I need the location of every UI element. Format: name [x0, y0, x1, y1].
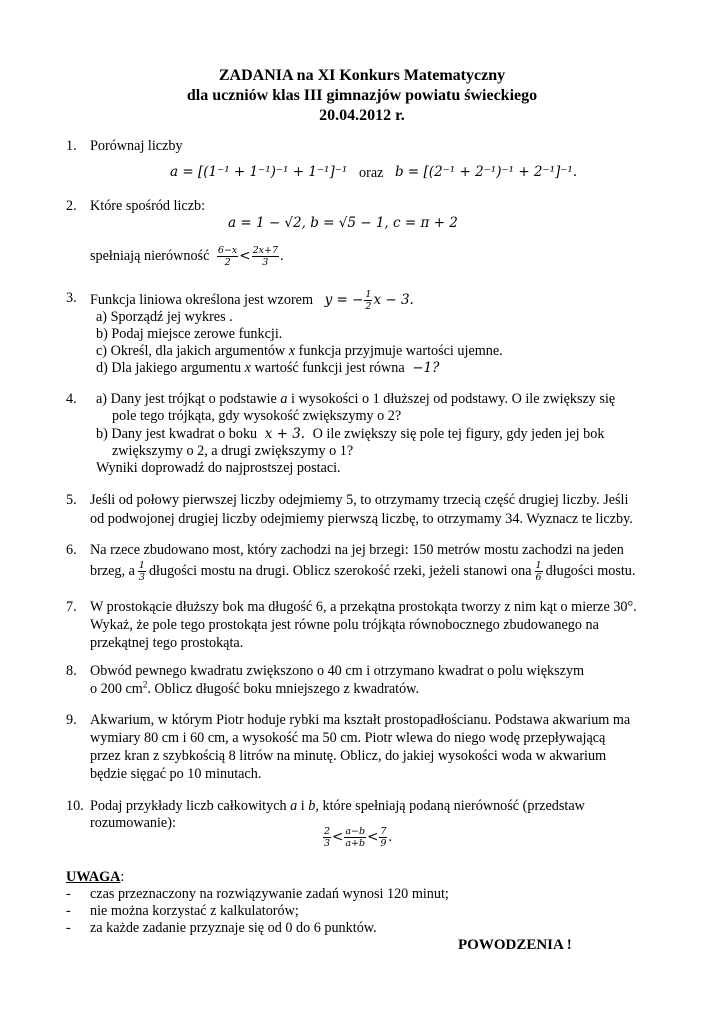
task-line-2: Wykaż, że pole tego prostokąta jest równe polu trójkąta równobocznego zbudowanego na — [90, 617, 599, 633]
task-line-1: Na rzece zbudowano most, który zachodzi na jej brzegi: 150 metrów mostu zachodzi na jeden — [90, 542, 624, 558]
task-number: 3. — [66, 290, 77, 306]
task-number: 9. — [66, 712, 77, 728]
item-a-line-2: pole tego trójkąta, gdy wysokość zwiększymy o 2? — [112, 408, 402, 424]
formula-connector: oraz — [359, 165, 384, 181]
line-2-pre: o 200 cm — [90, 681, 143, 697]
numerator: 7 — [380, 826, 387, 837]
line-1-and: i — [300, 798, 305, 814]
denominator: 2 — [224, 257, 231, 268]
denominator: 3 — [138, 572, 145, 583]
item-b-post: O ile zwiększy się pole tej figury, gdy jeden jej bok — [312, 426, 605, 442]
denominator: 3 — [324, 838, 331, 849]
line-1-post: , które spełniają podaną nierówność (przedstaw — [315, 798, 585, 814]
item-a-post: i wysokości o 1 dłuższej od podstawy. O ile zwiększy się — [291, 391, 616, 407]
task-line-1: W prostokącie dłuższy bok ma długość 6, a przekątna prostokąta tworzy z nim kąt o mierze 30°. — [90, 599, 637, 615]
item-b-math: x + 3. — [264, 426, 306, 442]
task-number: 2. — [66, 198, 77, 214]
var-b: b — [308, 798, 316, 814]
condition-text: spełniają nierówność — [90, 247, 210, 264]
fraction — [379, 826, 387, 849]
note-item: nie można korzystać z kalkulatorów; — [90, 903, 299, 919]
numerator: 2 — [324, 826, 331, 837]
fraction — [344, 826, 366, 849]
line-2-post: . Oblicz długość boku mniejszego z kwadratów. — [147, 681, 420, 697]
task-text: Które spośród liczb: — [90, 198, 206, 214]
denominator: a+b — [345, 838, 366, 849]
numerator: 6−x — [217, 245, 238, 256]
note-bullet: - — [66, 886, 71, 902]
formula-a: a = [(1⁻¹ + 1⁻¹)⁻¹ + 1⁻¹]⁻¹ — [170, 164, 348, 180]
title-line-2: dla uczniów klas III gimnazjów powiatu świeckiego — [186, 87, 538, 104]
task-line-1: Akwarium, w którym Piotr hoduje rybki ma kształt prostopadłościanu. Podstawa akwarium ma — [90, 712, 631, 728]
item-a-var: a — [280, 391, 288, 407]
item-d-value: −1? — [412, 360, 440, 376]
task-note: Wyniki doprowadź do najprostszej postaci. — [96, 460, 341, 476]
item-d-text: d) Dla jakiego argumentu — [96, 360, 242, 376]
task-line-3: przekątnej tego prostokąta. — [90, 635, 244, 651]
note-item: za każde zadanie przyznaje się od 0 do 6 punktów. — [90, 920, 377, 936]
var-a: a — [290, 798, 298, 814]
item-a: a) Sporządź jej wykres . — [96, 309, 233, 325]
denominator: 2 — [365, 301, 372, 312]
fraction — [252, 245, 279, 268]
title-line-1: ZADANIA na XI Konkurs Matematyczny — [218, 67, 506, 84]
task-line-2 — [90, 680, 419, 699]
task-line-2: rozumowanie): — [90, 815, 176, 831]
note-item: czas przeznaczony na rozwiązywanie zadań wynosi 120 minut; — [90, 886, 449, 902]
task-line-3: przez kran z szybkością 8 litrów na minutę. Oblicz, do jakiej wysokości woda w akwarium — [90, 748, 607, 764]
formula: a = 1 − √2, b = √5 − 1, c = π + 2 — [228, 215, 458, 231]
item-c-text: c) Określ, dla jakich argumentów — [96, 343, 286, 359]
task-number: 5. — [66, 492, 77, 508]
task-number: 6. — [66, 542, 77, 558]
fraction — [217, 245, 238, 268]
task-number: 7. — [66, 599, 77, 615]
task-line-4: będzie sięgać po 10 minutach. — [90, 766, 262, 782]
item-b-pre: b) Dany jest kwadrat o boku — [96, 426, 258, 442]
item-d — [96, 359, 439, 378]
fraction — [138, 560, 146, 583]
denominator: 3 — [262, 257, 269, 268]
denominator: 9 — [380, 838, 387, 849]
notes-heading-text: UWAGA — [66, 869, 121, 885]
condition: spełniają nierówność $\frac{6-x}{2}$ < $\frac{2x+7}{3}$ . — [90, 245, 284, 268]
superscript: 2 — [142, 679, 148, 690]
line-2-mid: długości mostu na drugi. Oblicz szerokość rzeki, jeżeli stanowi ona — [148, 562, 532, 579]
formula-pre: y = − — [324, 291, 364, 308]
line-1-pre: Podaj przykłady liczb całkowitych — [90, 798, 287, 814]
numerator: 2x+7 — [252, 245, 279, 256]
formula-post: x − 3. — [373, 291, 414, 308]
task-line-1: Obwód pewnego kwadratu zwiększono o 40 cm i otrzymano kwadrat o polu większym — [90, 663, 585, 679]
item-c-var: x — [288, 343, 296, 359]
numerator: 1 — [365, 289, 372, 300]
notes-heading-colon: : — [120, 869, 125, 885]
fraction — [364, 289, 372, 312]
task-number: 1. — [66, 138, 77, 154]
note-bullet: - — [66, 903, 71, 919]
task-line-1: Jeśli od połowy pierwszej liczby odejmiemy 5, to otrzymamy trzecią część drugiej liczby. Jeśli — [90, 492, 629, 508]
title-line-3: 20.04.2012 r. — [319, 107, 405, 124]
fraction — [323, 826, 331, 849]
item-a-pre: a) Dany jest trójkąt o podstawie — [96, 391, 277, 407]
task-text: Porównaj liczby — [90, 138, 183, 154]
denominator: 6 — [535, 572, 542, 583]
task-number: 10. — [66, 798, 84, 814]
task-line-2: od podwojonej drugiej liczby odejmiemy pierwszą liczbę, to otrzymamy 34. Wyznacz te liczby. — [90, 511, 633, 527]
note-bullet: - — [66, 920, 71, 936]
task-number: 8. — [66, 663, 77, 679]
item-d-var: x — [244, 360, 251, 376]
numerator: 1 — [535, 560, 542, 571]
item-b: b) Podaj miejsce zerowe funkcji. — [96, 326, 283, 342]
line-2-post: długości mostu. — [545, 562, 636, 579]
task-text-body: Funkcja liniowa określona jest wzorem — [90, 291, 314, 308]
fraction — [535, 560, 543, 583]
task-number: 4. — [66, 391, 77, 407]
item-c-rest: funkcja przyjmuje wartości ujemne. — [298, 343, 503, 359]
item-d-rest: wartość funkcji jest równa — [254, 360, 405, 376]
formula-b: b = [(2⁻¹ + 2⁻¹)⁻¹ + 2⁻¹]⁻¹. — [395, 164, 578, 180]
task-line-2: wymiary 80 cm i 60 cm, a wysokość ma 50 cm. Piotr wlewa do niego wodę przepływającą — [90, 730, 606, 746]
numerator: a−b — [345, 826, 366, 837]
numerator: 1 — [138, 560, 145, 571]
inequality: $\frac{2}{3}$ < $\frac{a-b}{a+b}$ < $\frac{7}{9}$ . — [324, 826, 392, 849]
item-b-line-2: zwiększymy o 2, a drugi zwiększymy o 1? — [112, 443, 354, 459]
line-2-pre: brzeg, a — [90, 562, 135, 579]
closing-text: POWODZENIA ! — [458, 937, 572, 953]
task-line-2 — [90, 560, 635, 583]
